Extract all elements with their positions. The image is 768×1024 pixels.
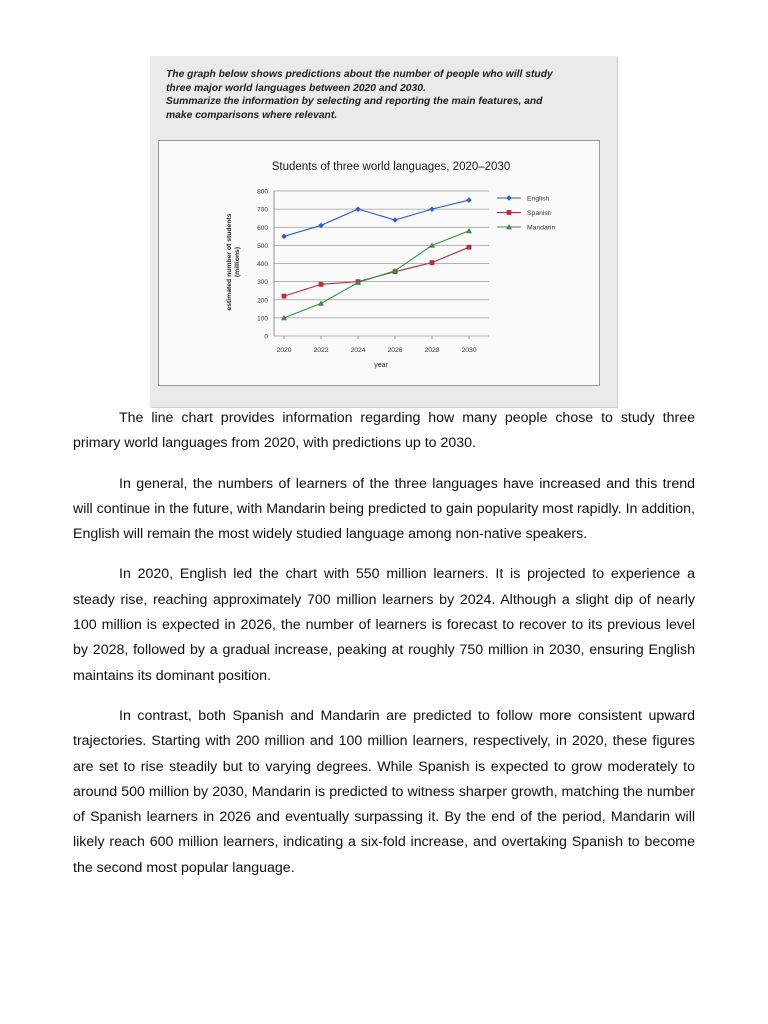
legend-label: English: [527, 195, 550, 203]
data-point-spanish: [282, 294, 287, 299]
data-point-english: [355, 206, 361, 212]
series-line-mandarin: [284, 231, 469, 318]
data-point-english: [466, 197, 472, 203]
series-lines: [281, 197, 472, 320]
essay-paragraph: The line chart provides information regarding how many people chose to study three primary world languages from 2020, with predictions up to 2030.: [73, 410, 695, 452]
x-tick-label: 2030: [461, 347, 477, 354]
task-prompt: [166, 68, 606, 122]
data-point-english: [429, 206, 435, 212]
y-tick-label: 800: [257, 188, 268, 196]
data-point-mandarin: [466, 228, 472, 233]
data-point-english: [392, 217, 398, 223]
y-tick-label: 400: [257, 261, 268, 268]
y-tick-label: 0: [264, 333, 268, 341]
essay-paragraph: In general, the numbers of learners of the three languages have increased and this trend will continue in the future, with Mandarin being predicted to gain popularity most rapidly. In addition, English will remain the most widely studied language among non-native speakers.: [73, 475, 695, 543]
prompt-line: The graph below shows predictions about the number of people who will study: [166, 69, 553, 80]
legend: [497, 195, 556, 231]
prompt-line: make comparisons where relevant.: [166, 109, 338, 121]
x-tick-label: 2020: [276, 347, 292, 354]
data-point-spanish: [319, 282, 324, 287]
prompt-line: three major world languages between 2020 and 2030.: [166, 82, 426, 94]
y-axis-label-line: estimated number of students: [226, 213, 233, 311]
x-tick-label: 2022: [313, 347, 329, 354]
essay-paragraph: In contrast, both Spanish and Mandarin are predicted to follow more consistent upward trajectories. Starting with 200 million and 100 million learners, respectively, in 2020, these figures are set to rise steadily but to varying degrees. While Spanish is expected to grow moderately to around 500 million by 2030, Mandarin is predicted to witness sharper growth, matching the number of Spanish learners in 2026 and eventually surpassing it. By the end of the period, Mandarin will likely reach 600 million learners, indicating a six-fold increase, and overtaking Spanish to become the second most popular language.: [73, 707, 695, 876]
y-tick-label: 600: [257, 224, 268, 232]
chart-title: Students of three world languages, 2020–2030: [271, 161, 511, 173]
data-point-english: [281, 234, 287, 240]
x-tick-label: 2024: [350, 347, 366, 354]
series-line-english: [284, 200, 469, 236]
essay-paragraph: In 2020, English led the chart with 550 million learners. It is projected to experience a steady rise, reaching approximately 700 million learners by 2024. Although a slight dip of nearly 100 million is expected in 2026, the number of learners is forecast to recover to its previous level by 2028, followed by a gradual increase, peaking at roughly 750 million in 2030, ensuring English maintains its dominant position.: [73, 566, 695, 684]
y-tick-label: 200: [257, 297, 268, 305]
y-tick-label: 100: [257, 315, 268, 323]
legend-marker: [507, 210, 512, 215]
x-tick-labels: [276, 336, 476, 354]
data-point-spanish: [430, 260, 435, 265]
legend-label: Mandarin: [527, 224, 556, 232]
x-tick-label: 2028: [424, 347, 440, 354]
data-point-mandarin: [318, 300, 324, 305]
task-image: [150, 56, 617, 407]
essay: [73, 406, 695, 896]
legend-marker: [506, 195, 512, 201]
prompt-line: Summarize the information by selecting and reporting the main features, and: [166, 96, 543, 107]
legend-label: Spanish: [527, 210, 552, 217]
x-axis-label: year: [374, 362, 388, 369]
y-tick-label: 500: [257, 242, 268, 250]
chart-svg: [159, 141, 599, 385]
y-tick-labels: [257, 189, 268, 341]
line-chart: [158, 140, 600, 386]
series-line-spanish: [284, 247, 469, 296]
x-tick-label: 2026: [387, 347, 403, 354]
y-axis-label-line: (millions): [234, 246, 241, 278]
y-tick-label: 300: [257, 279, 268, 287]
y-tick-label: 700: [257, 206, 268, 214]
grid-lines: [274, 191, 489, 336]
y-axis-label: [226, 213, 241, 310]
data-point-spanish: [467, 245, 472, 250]
